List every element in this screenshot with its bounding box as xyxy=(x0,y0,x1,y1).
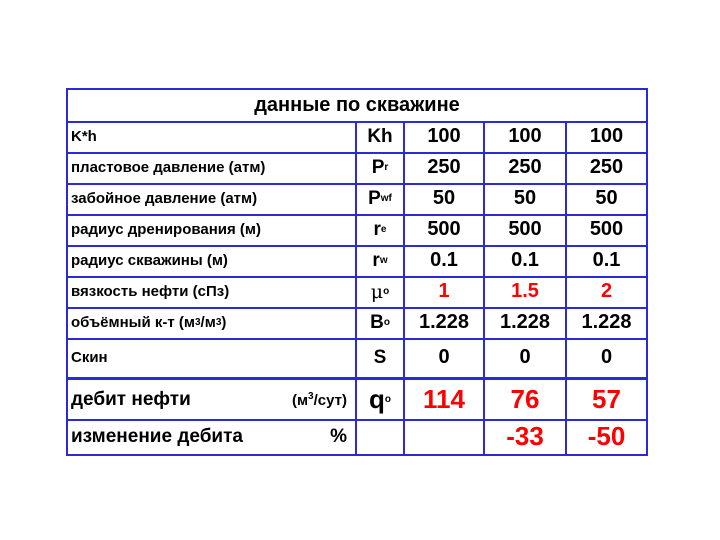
row-label: дебит нефти $(м^3/сут)$ xyxy=(68,380,357,419)
row-label: забойное давление (атм) xyxy=(68,183,357,214)
value-cell: 100 xyxy=(485,121,567,152)
table-row xyxy=(68,245,646,278)
value-cell: 250 xyxy=(589,156,624,178)
value-cell: 50 xyxy=(485,183,567,214)
row-symbol: B o xyxy=(357,307,405,338)
value-cell: 500 xyxy=(589,218,624,240)
table-title: данные по скважине xyxy=(254,94,460,116)
value-cell: 100 xyxy=(405,121,485,152)
table-row xyxy=(68,276,646,309)
value-cell: 0 xyxy=(485,338,567,377)
value-cell: 50 xyxy=(595,187,618,209)
value-cell: 0 xyxy=(405,338,485,377)
row-label: K*h xyxy=(68,121,357,152)
value-cell: 114 xyxy=(405,380,485,419)
row-symbol: r e xyxy=(357,214,405,245)
well-data-table xyxy=(66,88,648,456)
value-cell: 250 xyxy=(485,152,567,183)
value-cell: 1 xyxy=(405,276,485,307)
value-cell: 100 xyxy=(589,125,624,147)
table-row xyxy=(68,121,646,154)
row-label: радиус скважины (м) xyxy=(68,245,357,276)
value-cell: 0.1 xyxy=(405,245,485,276)
oil-rate-row xyxy=(68,380,646,421)
rate-change-row xyxy=(68,419,646,454)
row-label: Скин xyxy=(68,338,357,377)
value-cell: 0 xyxy=(600,346,613,368)
row-symbol xyxy=(357,419,405,454)
row-symbol: μ o xyxy=(357,276,405,307)
table-header-row xyxy=(68,90,646,123)
value-cell: 0.1 xyxy=(485,245,567,276)
row-label: вязкость нефти (сПз) xyxy=(68,276,357,307)
table-row xyxy=(68,214,646,247)
row-symbol: P r xyxy=(357,152,405,183)
value-cell: 500 xyxy=(485,214,567,245)
value-cell: -50 xyxy=(587,421,626,451)
row-symbol: Kh xyxy=(357,121,405,152)
value-cell: 1.228 xyxy=(581,311,632,333)
value-cell: 76 xyxy=(485,380,567,419)
value-cell xyxy=(405,419,485,454)
table-row xyxy=(68,307,646,340)
row-symbol: P wf xyxy=(357,183,405,214)
table-row xyxy=(68,152,646,185)
value-cell: 1.228 xyxy=(405,307,485,338)
row-label: объёмный к-т (м 3 /м 3 ) xyxy=(68,307,357,338)
table-row xyxy=(68,338,646,380)
value-cell: 50 xyxy=(405,183,485,214)
row-symbol: r w xyxy=(357,245,405,276)
value-cell: 1.5 xyxy=(485,276,567,307)
row-symbol: S xyxy=(357,338,405,377)
row-label: радиус дренирования (м) xyxy=(68,214,357,245)
value-cell: 250 xyxy=(405,152,485,183)
table-row xyxy=(68,183,646,216)
value-cell: 1.228 xyxy=(485,307,567,338)
row-symbol: q o xyxy=(357,380,405,419)
row-label: изменение дебита % xyxy=(68,419,357,454)
value-cell: 500 xyxy=(405,214,485,245)
change-unit: % xyxy=(330,425,347,447)
rate-unit: $(м^3/сут)$ xyxy=(291,390,347,409)
value-cell: 2 xyxy=(600,280,613,302)
row-label: пластовое давление (атм) xyxy=(68,152,357,183)
value-cell: 57 xyxy=(592,384,621,414)
value-cell: 0.1 xyxy=(592,249,621,271)
value-cell: -33 xyxy=(485,419,567,454)
